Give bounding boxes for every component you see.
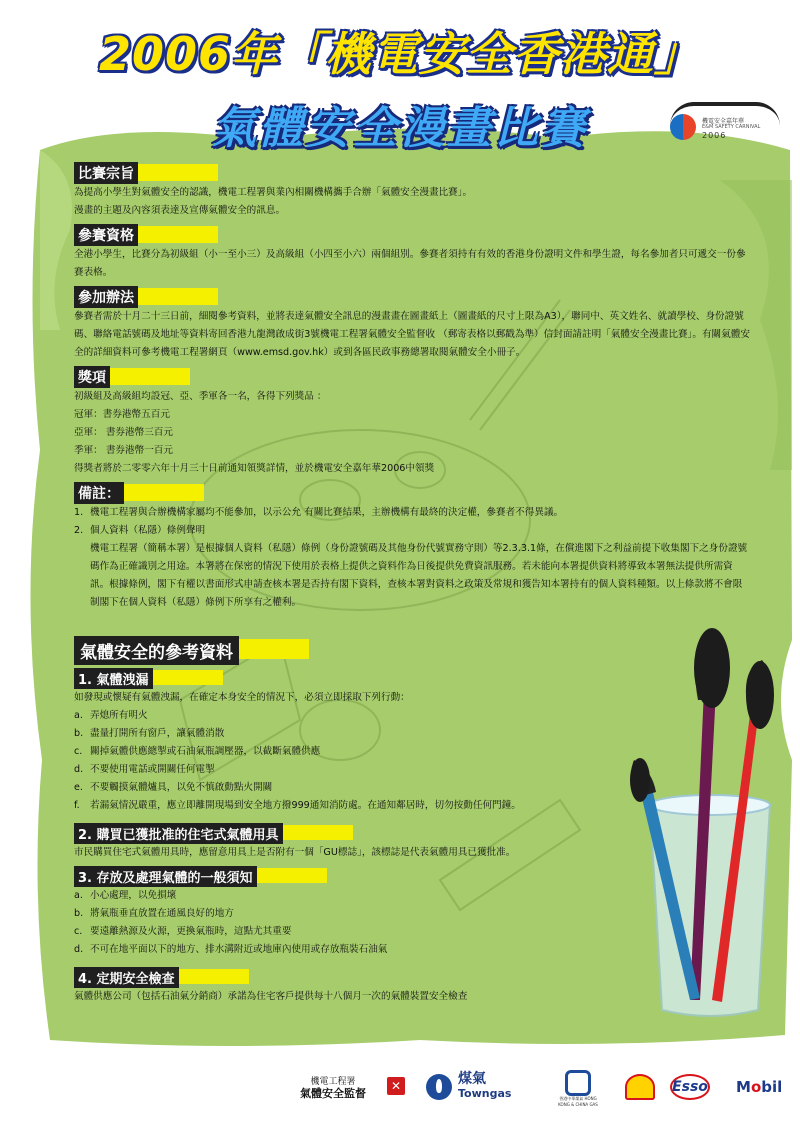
eligibility-text: 全港小學生，比賽分為初級組（小一至小三）及高級組（小四至小六）兩個組別。參賽者須持有有效的香港身份證明文件和學生證，每名參加者只可遞交一份參賽表格。	[74, 249, 746, 278]
note-text: 個人資料（私隱）條例聲明	[90, 525, 206, 536]
heading-buy-appliance: 2. 購買已獲批准的住宅式氣體用具	[74, 823, 283, 844]
list-item	[74, 522, 750, 540]
heading-eligibility: 參賽資格	[74, 224, 138, 246]
mobil-bil: bil	[761, 1078, 783, 1096]
list-item	[74, 923, 594, 941]
prizes-line-1: 初級組及高級組均設冠、亞、季軍各一名，各得下列獎品 ：	[74, 391, 327, 402]
heading-storage: 3. 存放及處理氣體的一般須知	[74, 866, 257, 887]
item-text: 不要觸摸氣體爐具，以免不慎啟動點火開關	[90, 782, 273, 793]
item-text: 盡量打開所有窗戶，讓氣體消散	[90, 728, 225, 739]
prizes-line-3: 亞軍： 書券港幣三百元	[74, 427, 173, 438]
item-text: 關掉氣體供應總掣或石油氣瓶調壓器，以截斷氣體供應	[90, 746, 321, 757]
title-line2: 氣體安全漫畫比賽	[212, 103, 588, 154]
shell-logo-icon	[625, 1074, 655, 1100]
title-line1: 2006年「機電安全香港通」	[98, 27, 702, 81]
purpose-line-2: 漫畫的主題及內容須表達及宣傳氣體安全的訊息。	[74, 205, 286, 216]
list-item	[74, 941, 634, 959]
note-text: 機電工程署與合辦機構家屬均不能參加，以示公允 有關比賽結果，主辦機構有最終的決定權，參賽者不得異議。	[90, 507, 564, 518]
list-item	[74, 779, 594, 797]
heading-reference: 氣體安全的參考資料	[74, 636, 239, 665]
list-item	[74, 761, 594, 779]
list-item	[74, 504, 750, 522]
check-text: 氣體供應公司（包括石油氣分銷商）承諾為住宅客戶提供每十八個月一次的氣體裝置安全檢查	[74, 991, 468, 1002]
emblem-circle-icon	[670, 114, 696, 140]
item-key: e.	[74, 782, 83, 793]
list-item	[74, 905, 594, 923]
item-text: 要遠離熱源及火源，更換氣瓶時，這點尤其重要	[90, 926, 292, 937]
prizes-line-2: 冠軍：書券港幣五百元	[74, 409, 170, 420]
list-item	[74, 707, 594, 725]
purpose-line-1: 為提高小學生對氣體安全的認識，機電工程署與業內相關機構攜手合辦「氣體安全漫畫比賽」。	[74, 187, 473, 198]
emsd-line1: 機電工程署	[310, 1077, 356, 1087]
item-text: 不要使用電話或開關任何電掣	[90, 764, 215, 775]
towngas-zh: 煤氣	[458, 1071, 486, 1087]
item-text: 小心處理，以免損壞	[90, 890, 177, 901]
item-text: 將氣瓶垂直放置在通風良好的地方	[90, 908, 234, 919]
item-key: d.	[74, 764, 84, 775]
emsd-logo	[300, 1076, 366, 1100]
heading-gas-leak: 1. 氣體洩漏	[74, 668, 153, 689]
mobil-logo	[736, 1078, 782, 1096]
list-item	[74, 887, 594, 905]
buy-text: 市民購買住宅式氣體用具時，應留意用具上是否附有一個「GU標誌」，該標誌是代表氣體用具已獲批准。	[74, 847, 516, 858]
item-key: b.	[74, 728, 84, 739]
item-key: f.	[74, 800, 80, 811]
sponsor-logos	[0, 1060, 800, 1120]
emblem-year: 2006	[702, 131, 727, 140]
leak-intro: 如發現或懷疑有氣體洩漏，在確定本身安全的情況下，必須立即採取下列行動：	[74, 692, 410, 703]
main-content	[74, 158, 750, 1006]
item-text: 不可在地平面以下的地方、排水溝附近或地庫內使用或存放瓶裝石油氣	[90, 944, 388, 955]
item-key: d.	[74, 944, 84, 955]
hkcg-logo	[553, 1070, 603, 1108]
note-num: 2.	[74, 525, 84, 536]
note-num: 1.	[74, 507, 84, 518]
list-item	[74, 725, 594, 743]
emblem-en: E&M SAFETY CARNIVAL	[702, 124, 761, 130]
item-key: c.	[74, 926, 83, 937]
flame-icon	[426, 1074, 452, 1100]
notes-list	[74, 504, 750, 612]
item-text: 弄熄所有明火	[90, 710, 148, 721]
item-key: a.	[74, 710, 83, 721]
heading-safety-check: 4. 定期安全檢查	[74, 967, 179, 988]
emblem-zh: 機電安全嘉年華	[702, 118, 745, 125]
item-key: a.	[74, 890, 83, 901]
item-text: 若漏氣情況嚴重，應立即離開現場到安全地方撥999通知消防處。在通知鄰居時，切勿按動任何門鐘。	[90, 800, 521, 811]
hkcg-emblem-icon	[565, 1070, 591, 1096]
prizes-line-4: 季軍： 書券港幣一百元	[74, 445, 173, 456]
heading-method: 參加辦法	[74, 286, 138, 308]
mobil-m: M	[736, 1078, 751, 1096]
privacy-statement: 機電工程署（簡稱本署）是根據個人資料（私隱）條例（身份證號碼及其他身份代號實務守則）等2.3.3.1條，在償進閣下之利益前提下收集閣下之身份證號碼作為正確識別之用途。本署將在保密的情況下使用於表格上提供之資料作為日後提供免費資訊服務。若未能向本署提供資料將導致本署無法提供所需資訊。根據條例，閣下有權以書面形式申請查核本署是否持有閣下資料，查核本署對資料之政策及常規和獲告知本署持有的個人資料種類。以上條款將不會限制閣下在個人資料（私隱）條例下所享有之權利。	[90, 543, 748, 608]
heading-notes: 備註：	[74, 482, 124, 504]
emsd-emblem-icon: ✕	[387, 1077, 405, 1095]
towngas-en: Towngas	[458, 1087, 512, 1100]
heading-prizes: 獎項	[74, 366, 110, 388]
list-item	[74, 743, 594, 761]
item-key: b.	[74, 908, 84, 919]
carnival-emblem	[670, 102, 790, 146]
towngas-logo	[458, 1072, 511, 1100]
mobil-o: o	[750, 1078, 762, 1096]
item-key: c.	[74, 746, 83, 757]
heading-purpose: 比賽宗旨	[74, 162, 138, 184]
method-text: 參賽者需於十月二十三日前，細閱參考資料，並將表達氣體安全訊息的漫畫畫在圖畫紙上（圖畫紙的尺寸上限為A3），聯同中、英文姓名、就讀學校、身份證號碼、聯絡電話號碼及地址等資料寄回香港九龍灣啟成街3號機電工程署氣體安全監督收 （郵寄表格以郵戳為準）信封面請註明「氣體安全漫畫比賽」。有關氣體安全的詳細資料可參考機電工程署網頁（www.emsd.gov.hk）或到各區民政事務總署取閱氣體安全小冊子。	[74, 311, 750, 358]
list-item	[74, 797, 634, 815]
hkcg-text: 香港中華煤氣 HONG KONG & CHINA GAS	[558, 1096, 598, 1107]
emsd-line2: 氣體安全監督	[300, 1087, 366, 1100]
esso-logo: Esso	[670, 1074, 710, 1100]
prizes-line-5: 得獎者將於二零零六年十月三十日前通知領獎詳情，並於機電安全嘉年華2006中領獎	[74, 463, 435, 474]
